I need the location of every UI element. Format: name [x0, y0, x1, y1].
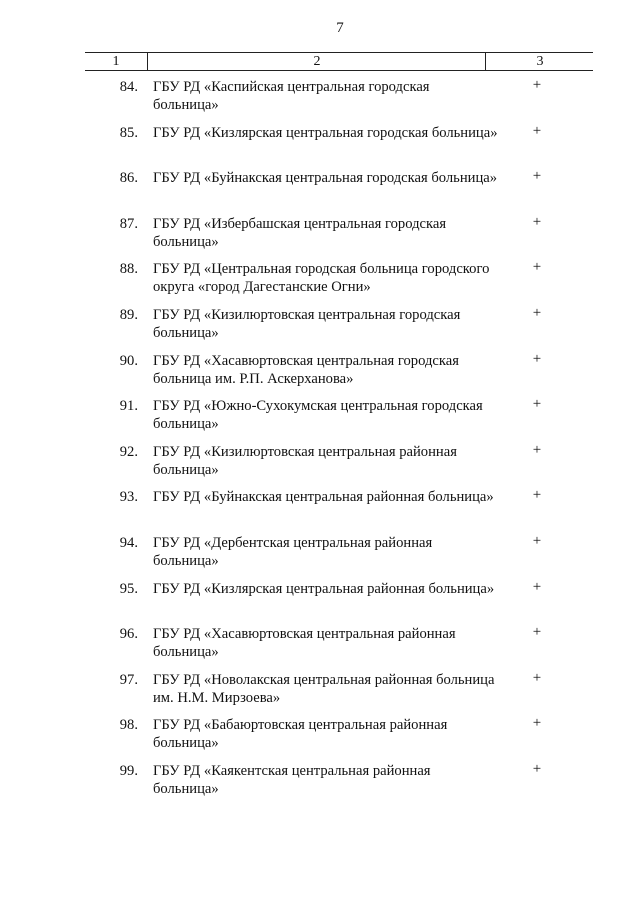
page-number: 7: [336, 20, 344, 36]
row-mark: +: [532, 487, 542, 504]
table-row: [0, 669, 640, 715]
row-number: 87.: [119, 215, 138, 232]
header-col-2: 2: [147, 53, 486, 70]
row-number: 85.: [119, 124, 138, 141]
table-row: [0, 395, 640, 441]
row-name: ГБУ РД «Центральная городская больница городского округа «город Дагестанские Огни»: [153, 261, 490, 296]
row-mark: +: [532, 532, 542, 549]
row-number: 88.: [119, 261, 138, 278]
table-row: [0, 213, 640, 259]
row-mark: +: [532, 715, 542, 732]
row-name: ГБУ РД «Южно-Сухокумская центральная городская больница»: [153, 398, 483, 433]
row-mark: +: [532, 122, 542, 139]
row-name: ГБУ РД «Хасавюртовская центральная районная больница»: [153, 626, 456, 661]
table-row: [0, 714, 640, 760]
row-name: ГБУ РД «Каякентская центральная районная больница»: [153, 762, 431, 797]
row-number: 97.: [119, 671, 138, 688]
row-number: 91.: [119, 398, 138, 415]
row-name: ГБУ РД «Новолакская центральная районная больница им. Н.М. Мирзоева»: [153, 671, 495, 706]
row-name: ГБУ РД «Избербашская центральная городская больница»: [153, 215, 447, 250]
row-name: ГБУ РД «Бабаюртовская центральная районная больница»: [153, 717, 448, 752]
table-row: [0, 441, 640, 487]
table-row: [0, 350, 640, 396]
row-name: ГБУ РД «Кизлярская центральная городская больница»: [153, 124, 498, 141]
table-row: [0, 623, 640, 669]
row-mark: +: [532, 624, 542, 641]
table-row: [0, 122, 640, 168]
row-name: ГБУ РД «Хасавюртовская центральная городская больница им. Р.П. Аскерханова»: [153, 352, 459, 387]
row-name: ГБУ РД «Кизлярская центральная районная больница»: [153, 580, 495, 597]
row-mark: +: [532, 760, 542, 777]
table-row: [0, 760, 640, 806]
table-row: [0, 304, 640, 350]
row-name: ГБУ РД «Дербентская центральная районная больница»: [153, 534, 433, 569]
row-mark: +: [532, 578, 542, 595]
row-name: ГБУ РД «Кизилюртовская центральная районная больница»: [153, 443, 457, 478]
table-body: [0, 76, 640, 806]
table-header: [85, 52, 593, 71]
header-col-3: 3: [485, 53, 594, 70]
row-number: 99.: [119, 762, 138, 779]
row-name: ГБУ РД «Каспийская центральная городская больница»: [153, 79, 430, 113]
table-row: [0, 76, 640, 122]
table-row: [0, 532, 640, 578]
row-number: 90.: [119, 352, 138, 369]
row-number: 96.: [119, 626, 138, 643]
table-row: [0, 578, 640, 624]
row-mark: +: [532, 304, 542, 321]
row-mark: +: [532, 168, 542, 185]
row-name: ГБУ РД «Буйнакская центральная районная больница»: [153, 489, 494, 506]
row-name: ГБУ РД «Буйнакская центральная городская больница»: [153, 170, 498, 187]
row-number: 93.: [119, 489, 138, 506]
table-row: [0, 167, 640, 213]
row-number: 94.: [119, 534, 138, 551]
row-number: 95.: [119, 580, 138, 597]
row-mark: +: [532, 669, 542, 686]
row-mark: +: [532, 77, 542, 93]
row-number: 86.: [119, 170, 138, 187]
table-row: [0, 486, 640, 532]
row-mark: +: [532, 259, 542, 276]
row-number: 89.: [119, 306, 138, 323]
table-row: [0, 258, 640, 304]
row-number: 92.: [119, 443, 138, 460]
row-mark: +: [532, 350, 542, 367]
row-number: 98.: [119, 717, 138, 734]
row-mark: +: [532, 396, 542, 413]
row-mark: +: [532, 213, 542, 230]
row-mark: +: [532, 441, 542, 458]
header-col-1: 1: [112, 54, 120, 69]
row-name: ГБУ РД «Кизилюртовская центральная городская больница»: [153, 306, 461, 341]
row-number: 84.: [119, 79, 138, 95]
